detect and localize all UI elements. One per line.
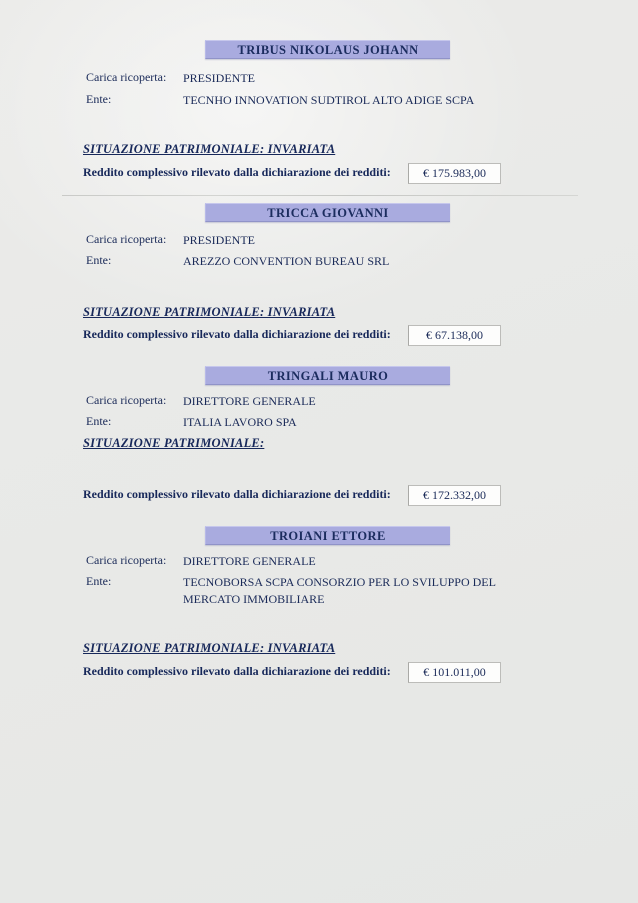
person-name-banner	[205, 526, 450, 545]
entry-section	[0, 366, 638, 514]
section-separator-line	[62, 195, 578, 196]
entry-section	[0, 203, 638, 353]
person-name: TRINGALI MAURO	[267, 369, 389, 383]
person-name-banner	[205, 203, 450, 222]
ente-value: ITALIA LAVORO SPA	[183, 415, 297, 429]
carica-value: DIRETTORE GENERALE	[183, 554, 316, 568]
situazione-heading: SITUAZIONE PATRIMONIALE: INVARIATA	[83, 142, 336, 156]
ente-value: TECNOBORSA SCPA CONSORZIO PER LO SVILUPPO DEL MERCATO IMMOBILIARE	[183, 575, 496, 606]
reddito-amount-box: € 172.332,00	[408, 485, 501, 506]
ente-value: AREZZO CONVENTION BUREAU SRL	[183, 254, 390, 268]
ente-label: Ente:	[86, 92, 112, 106]
person-name: TRIBUS NIKOLAUS JOHANN	[237, 43, 419, 57]
person-name-banner	[205, 366, 450, 385]
carica-value: PRESIDENTE	[183, 71, 255, 85]
person-name: TRICCA GIOVANNI	[267, 206, 389, 220]
entry-section	[0, 40, 638, 196]
ente-label: Ente:	[86, 253, 112, 267]
ente-label: Ente:	[86, 414, 112, 428]
reddito-label: Reddito complessivo rilevato dalla dichiarazione dei redditi:	[83, 165, 391, 179]
carica-label: Carica ricoperta:	[86, 553, 167, 567]
carica-label: Carica ricoperta:	[86, 232, 167, 246]
person-name-banner	[205, 40, 450, 59]
situazione-heading: SITUAZIONE PATRIMONIALE: INVARIATA	[83, 641, 336, 655]
reddito-label: Reddito complessivo rilevato dalla dichiarazione dei redditi:	[83, 327, 391, 341]
carica-value: DIRETTORE GENERALE	[183, 394, 316, 408]
entry-section	[0, 526, 638, 686]
situazione-heading: SITUAZIONE PATRIMONIALE: INVARIATA	[83, 305, 336, 319]
reddito-label: Reddito complessivo rilevato dalla dichiarazione dei redditi:	[83, 487, 391, 501]
reddito-label: Reddito complessivo rilevato dalla dichiarazione dei redditi:	[83, 664, 391, 678]
person-name: TROIANI ETTORE	[270, 529, 386, 543]
carica-value: PRESIDENTE	[183, 233, 255, 247]
reddito-amount-box: € 175.983,00	[408, 163, 501, 184]
carica-label: Carica ricoperta:	[86, 393, 167, 407]
reddito-amount-box: € 67.138,00	[408, 325, 501, 346]
reddito-amount-box: € 101.011,00	[408, 662, 501, 683]
ente-label: Ente:	[86, 574, 112, 588]
situazione-heading: SITUAZIONE PATRIMONIALE:	[83, 436, 265, 450]
carica-label: Carica ricoperta:	[86, 70, 167, 84]
ente-value: TECNHO INNOVATION SUDTIROL ALTO ADIGE SCPA	[183, 93, 475, 107]
